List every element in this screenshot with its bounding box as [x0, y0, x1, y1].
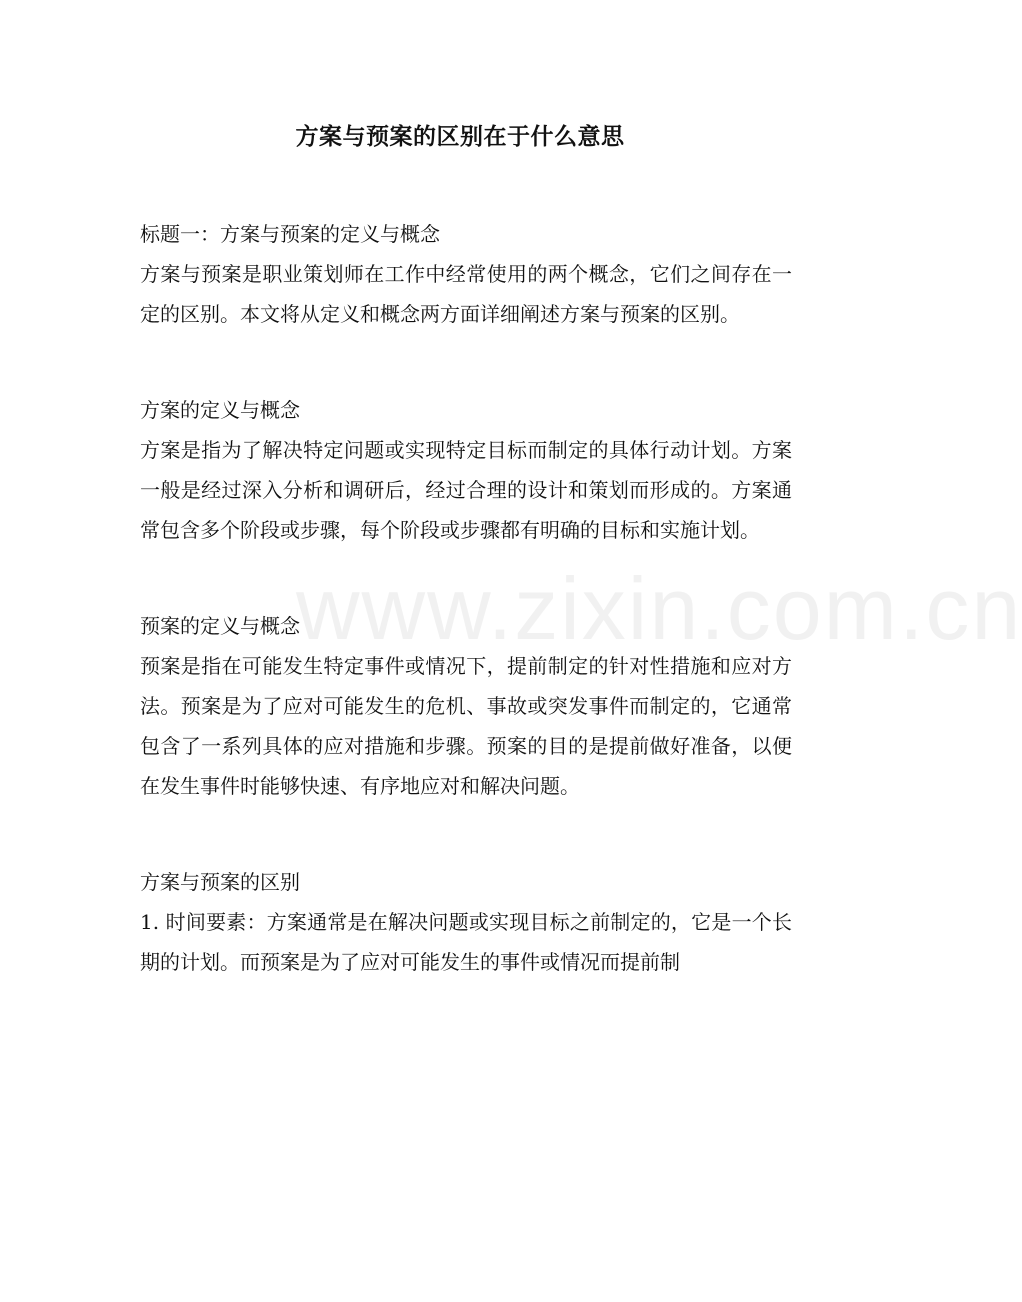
section-paragraph-contingency: 预案是指在可能发生特定事件或情况下，提前制定的针对性措施和应对方法。预案是为了应对可能发生的危机、事故或突发事件而制定的，它通常包含了一系列具体的应对措施和步骤。预案的目的是提前做好准备，以便在发生事件时能够快速、有序地应对和解决问题。 [140, 654, 792, 798]
watermark: www.zixin.com.cn [296, 559, 1022, 658]
section-heading-difference: 方案与预案的区别 [140, 870, 300, 894]
document-title: 方案与预案的区别在于什么意思 [295, 123, 625, 150]
section-gap [140, 550, 792, 606]
document-body [140, 214, 792, 982]
section-gap [140, 806, 792, 862]
section-heading-contingency: 预案的定义与概念 [140, 614, 300, 638]
section-heading-plan: 方案的定义与概念 [140, 398, 300, 422]
section-paragraph-plan: 方案是指为了解决特定问题或实现特定目标而制定的具体行动计划。方案一般是经过深入分析和调研后，经过合理的设计和策划而形成的。方案通常包含多个阶段或步骤，每个阶段或步骤都有明确的目标和实施计划。 [140, 438, 792, 542]
section-gap [140, 334, 792, 390]
difference-list-item-1: 1. 时间要素：方案通常是在解决问题或实现目标之前制定的，它是一个长期的计划。而预案是为了应对可能发生的事件或情况而提前制 [140, 910, 792, 974]
section-heading-intro: 标题一：方案与预案的定义与概念 [140, 222, 440, 246]
section-paragraph-intro: 方案与预案是职业策划师在工作中经常使用的两个概念，它们之间存在一定的区别。本文将从定义和概念两方面详细阐述方案与预案的区别。 [140, 262, 792, 326]
